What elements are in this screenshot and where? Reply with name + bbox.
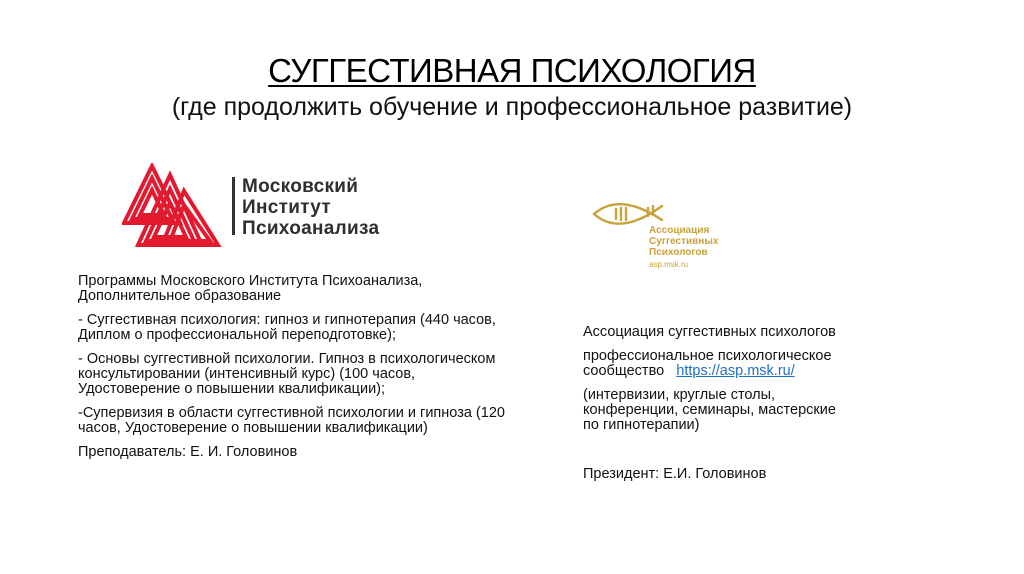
- programs-heading: Программы Московского Института Психоанализа, Дополнительное образование: [78, 273, 423, 304]
- program-item: -Супервизия в области суггестивной психологии и гипноза (120 часов, Удостоверение о повышении квалификации): [78, 405, 505, 436]
- association-info: [583, 325, 843, 491]
- institute-programs: [78, 274, 518, 469]
- slide-subtitle: (где продолжить обучение и профессиональное развитие): [171, 93, 853, 121]
- community-description: профессиональное психологическое сообщество https://asp.msk.ru/: [583, 348, 832, 379]
- association-activities: (интервизии, круглые столы, конференции, семинары, мастерские по гипнотерапии): [583, 387, 836, 433]
- association-heading: Ассоциация суггестивных психологов: [583, 324, 836, 340]
- moscow-institute-logo: [122, 163, 412, 248]
- program-item: - Основы суггестивной психологии. Гипноз в психологическом консультировании (интенсивный курс) (100 часов, Удостоверение о повышении квалификации);: [78, 351, 496, 397]
- spacer: [583, 442, 843, 467]
- association-website-link[interactable]: https://asp.msk.ru/: [676, 363, 795, 379]
- association-name: Ассоциация Суггестивных Психологов: [649, 225, 719, 258]
- slide-title: СУГГЕСТИВНАЯ ПСИХОЛОГИЯ: [268, 52, 756, 89]
- triangle-knot-icon: [122, 163, 222, 248]
- association-logo-url: asp.msk.ru: [649, 260, 689, 269]
- logo-divider: [232, 177, 235, 235]
- association-logo: [592, 198, 762, 278]
- president-name: Президент: Е.И. Головинов: [583, 466, 767, 482]
- teacher-name: Преподаватель: Е. И. Головинов: [78, 444, 298, 460]
- program-item: - Суггестивная психология: гипноз и гипнотерапия (440 часов, Диплом о профессиональной переподготовке);: [78, 312, 496, 343]
- moscow-institute-name: Московский Институт Психоанализа: [242, 176, 380, 239]
